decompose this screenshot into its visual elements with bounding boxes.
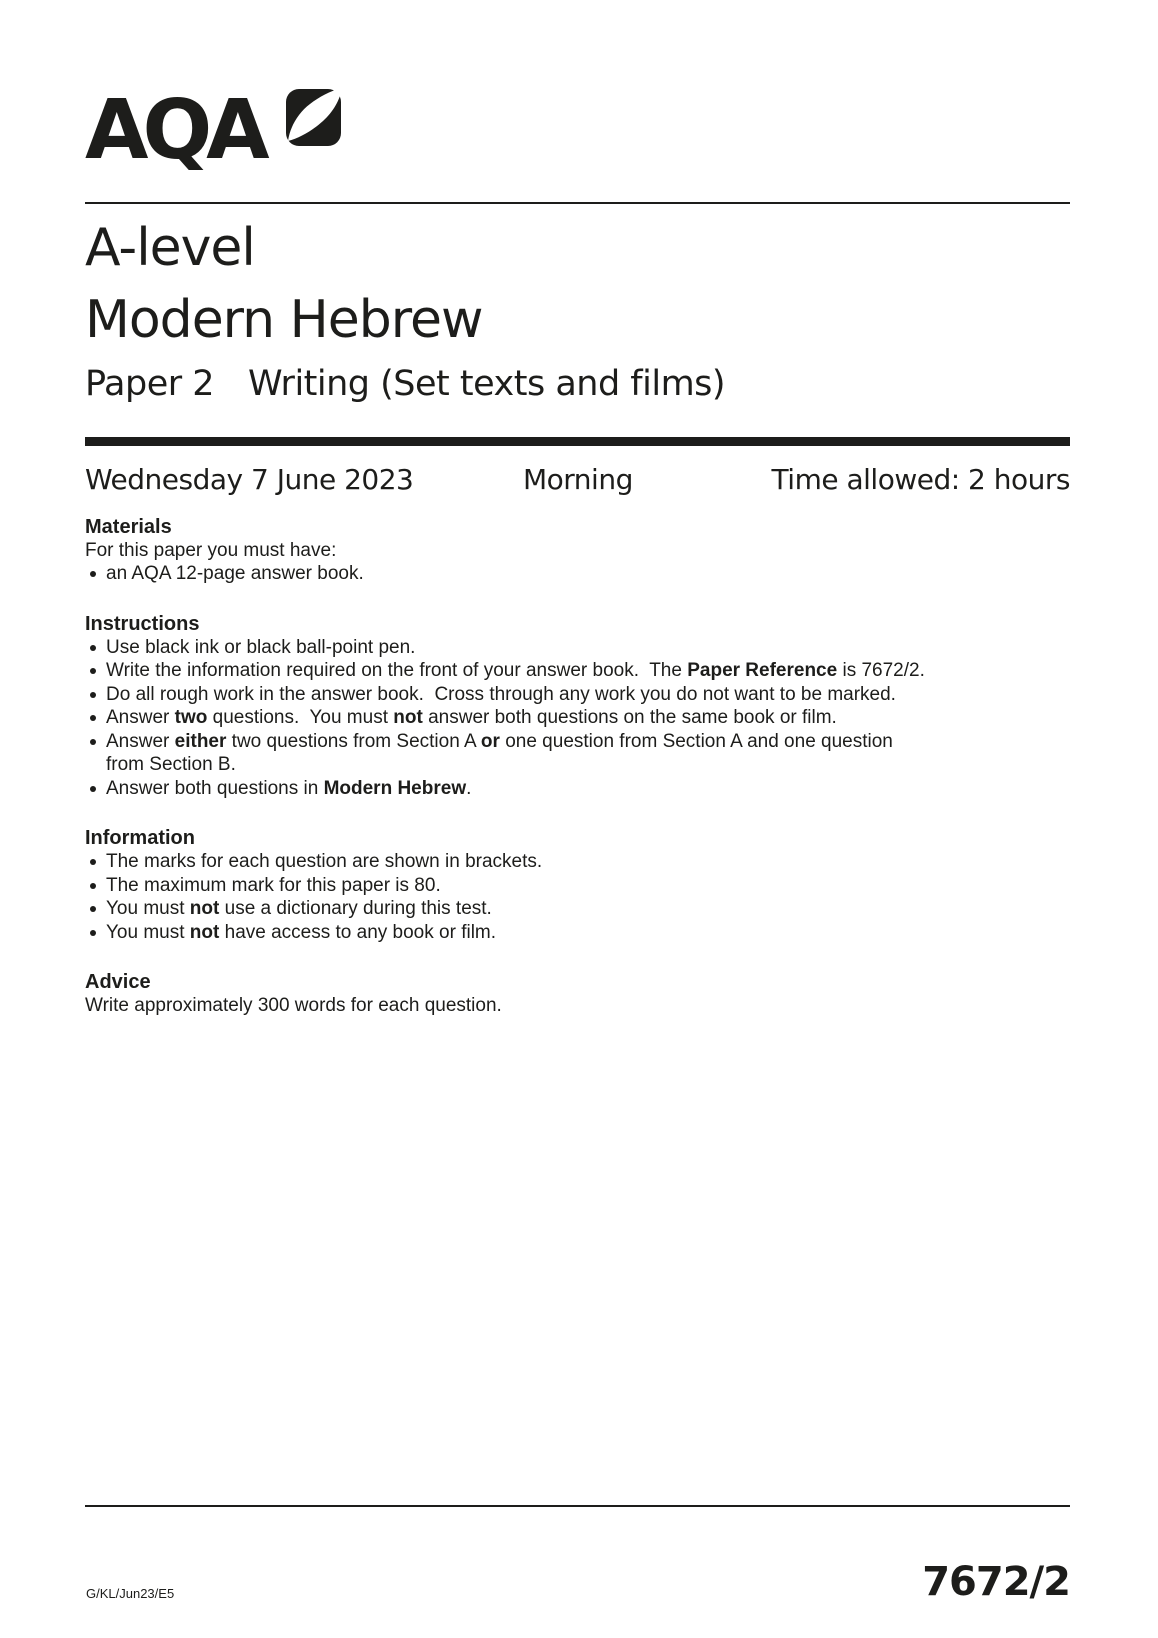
bullet-text bbox=[106, 660, 925, 681]
bullet-text-bold-segment: or bbox=[480, 730, 500, 752]
divider-bottom bbox=[85, 1505, 1070, 1507]
bullet-icon bbox=[90, 571, 96, 577]
bullet-text-segment: Answer both questions in bbox=[106, 777, 324, 799]
bullet-item bbox=[85, 850, 1070, 874]
section-bullet-list bbox=[85, 636, 1070, 801]
bullet-item bbox=[85, 897, 1070, 921]
section-bullet-list bbox=[85, 562, 1070, 586]
aqa-leaf-icon bbox=[286, 88, 342, 153]
bullet-text-bold-segment: either bbox=[174, 730, 227, 752]
bullet-text-bold-segment: two bbox=[174, 707, 208, 728]
bullet-text bbox=[106, 922, 496, 943]
paper-title-block bbox=[85, 212, 1070, 356]
exam-session: Morning bbox=[523, 463, 633, 496]
section-heading: Instructions bbox=[85, 612, 200, 635]
bullet-icon bbox=[90, 668, 96, 674]
bullet-text-segment: Write the information required on the front of your answer book. The bbox=[106, 660, 688, 681]
bullet-text bbox=[106, 851, 542, 872]
bullet-text-segment: an AQA 12-page answer book. bbox=[106, 563, 364, 584]
bullet-icon bbox=[90, 692, 96, 698]
bullet-text-segment: Use black ink or black ball-point pen. bbox=[106, 636, 416, 658]
bullet-icon bbox=[90, 739, 96, 745]
bullet-text-segment: answer both questions on the same book or film. bbox=[422, 707, 837, 728]
section-advice bbox=[85, 971, 1070, 1017]
bullet-text-segment: . bbox=[466, 777, 472, 799]
section-intro: For this paper you must have: bbox=[85, 540, 337, 561]
bullet-icon bbox=[90, 906, 96, 912]
bullet-icon bbox=[90, 645, 96, 651]
divider-thick bbox=[85, 437, 1070, 446]
bullet-item bbox=[85, 874, 1070, 898]
bullet-text-segment: You must bbox=[106, 898, 190, 919]
subject-title: Modern Hebrew bbox=[85, 290, 483, 350]
exam-info-row bbox=[85, 462, 1070, 498]
bullet-text-bold-segment: not bbox=[189, 898, 220, 919]
bullet-text bbox=[106, 637, 415, 658]
bullet-icon bbox=[90, 930, 96, 936]
section-heading: Information bbox=[85, 827, 195, 849]
bullet-text-segment: from Section B. bbox=[106, 754, 236, 775]
divider-top bbox=[85, 202, 1070, 204]
exam-date: Wednesday 7 June 2023 bbox=[85, 463, 414, 496]
bullet-text-bold-segment: not bbox=[393, 707, 423, 728]
aqa-logo bbox=[85, 83, 385, 178]
bullet-item bbox=[85, 921, 1070, 945]
bullet-text bbox=[106, 563, 364, 584]
aqa-logo-text: AQA bbox=[85, 83, 264, 178]
bullet-item bbox=[85, 562, 1070, 586]
bullet-item bbox=[85, 683, 1070, 707]
paper-name: Writing (Set texts and films) bbox=[248, 364, 726, 404]
bullet-text-segment: one question from Section A and one question bbox=[499, 730, 893, 752]
bullet-item bbox=[85, 706, 1070, 730]
section-heading: Materials bbox=[85, 516, 172, 538]
bullet-text-segment: use a dictionary during this test. bbox=[219, 898, 492, 919]
bullet-text-segment: The maximum mark for this paper is 80. bbox=[106, 874, 441, 896]
bullet-icon bbox=[90, 715, 96, 721]
section-materials bbox=[85, 516, 1070, 586]
section-information bbox=[85, 827, 1070, 944]
bullet-item bbox=[85, 777, 1070, 801]
sections bbox=[85, 516, 1070, 1017]
bullet-text-segment: two questions from Section A bbox=[226, 730, 481, 752]
bullet-item bbox=[85, 730, 1070, 777]
paper-label: Paper 2 bbox=[85, 364, 215, 404]
bullet-text-segment: You must bbox=[106, 921, 190, 943]
bullet-text-segment: Do all rough work in the answer book. Cross through any work you do not want to be marked. bbox=[106, 683, 896, 705]
bullet-text-bold-segment: Modern Hebrew bbox=[323, 777, 467, 799]
bullet-icon bbox=[90, 786, 96, 792]
paper-subtitle bbox=[85, 362, 1070, 406]
bullet-icon bbox=[90, 859, 96, 865]
bullet-text-bold-segment: Paper Reference bbox=[687, 660, 838, 681]
bullet-text bbox=[106, 684, 896, 705]
time-allowed: Time allowed: 2 hours bbox=[771, 463, 1070, 496]
bullet-text bbox=[106, 778, 471, 799]
bullet-text-bold-segment: not bbox=[189, 921, 220, 943]
bullet-item bbox=[85, 636, 1070, 660]
section-intro: Write approximately 300 words for each question. bbox=[85, 995, 502, 1016]
bullet-text-segment: questions. You must bbox=[207, 707, 394, 728]
bullet-text-segment: is 7672/2. bbox=[837, 660, 925, 681]
bullet-text bbox=[106, 731, 893, 776]
bullet-text-segment: Answer bbox=[106, 730, 175, 752]
paper-reference: 7672/2 bbox=[922, 1559, 1070, 1605]
bullet-text-segment: Answer bbox=[106, 707, 175, 728]
bullet-text-segment: have access to any book or film. bbox=[219, 921, 497, 943]
bullet-text bbox=[106, 875, 441, 896]
section-bullet-list bbox=[85, 850, 1070, 944]
section-heading: Advice bbox=[85, 971, 151, 993]
bullet-item bbox=[85, 659, 1070, 683]
bullet-text bbox=[106, 898, 492, 919]
bullet-text-segment: The marks for each question are shown in brackets. bbox=[106, 851, 543, 872]
section-instructions bbox=[85, 613, 1070, 801]
qualification-title: A-level bbox=[85, 218, 255, 278]
bullet-icon bbox=[90, 883, 96, 889]
footer-code: G/KL/Jun23/E5 bbox=[86, 1586, 175, 1601]
bullet-text bbox=[106, 707, 837, 728]
